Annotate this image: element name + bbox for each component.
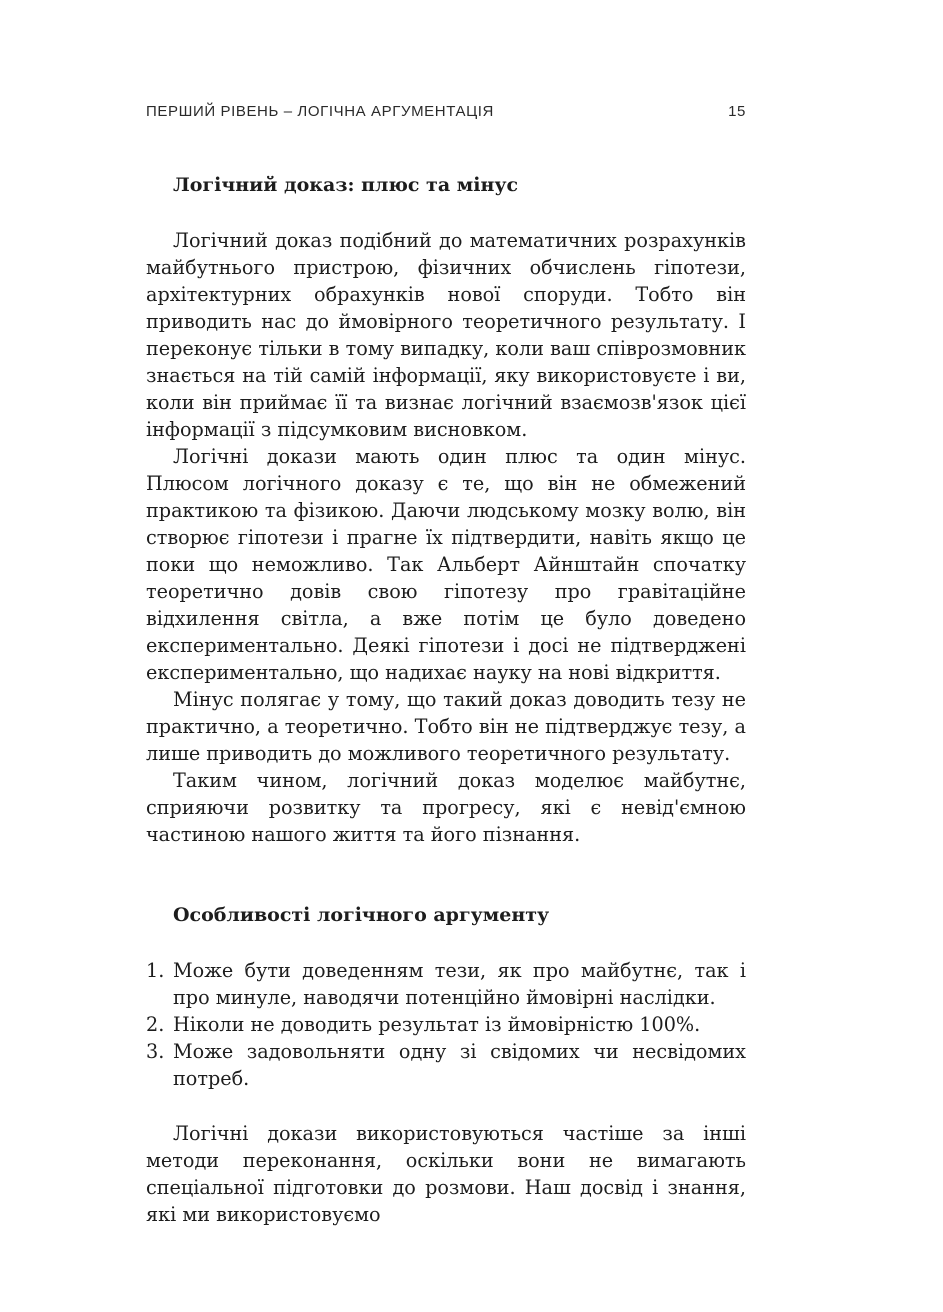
spacer	[146, 929, 746, 957]
running-title: ПЕРШИЙ РІВЕНЬ – ЛОГІЧНА АРГУМЕНТАЦІЯ	[146, 102, 494, 120]
list-item-text: Може задовольняти одну зі свідомих чи несвідомих потреб.	[173, 1040, 746, 1090]
list-item-text: Може бути доведенням тези, як про майбутнє, так і про минуле, наводячи потенційно ймовірні наслідки.	[173, 959, 746, 1009]
spacer	[146, 1092, 746, 1120]
section-heading-argument-features: Особливості логічного аргументу	[173, 904, 550, 926]
page-number: 15	[728, 102, 746, 120]
running-header	[146, 100, 746, 122]
list-item-number: 2.	[146, 1013, 165, 1036]
spacer	[146, 848, 746, 902]
list-item	[146, 1038, 746, 1092]
body-text	[146, 172, 746, 1228]
spacer	[146, 199, 746, 227]
paragraph: Логічний доказ подібний до математичних розрахунків майбутнього пристрою, фізичних обчислень гіпотези, архітектурних обрахунків нової споруди. Тобто він приводить нас до ймовірного теоретичного результату. І переконує тільки в тому випадку, коли ваш співрозмовник знається на тій самій інформації, яку використовуєте і ви, коли він приймає її та визнає логічний взаємозв'язок цієї інформації з підсумковим висновком.	[146, 229, 746, 441]
paragraph: Мінус полягає у тому, що такий доказ доводить тезу не практично, а теоретично. Тобто він не підтверджує тезу, а лише приводить до можливого теоретичного результату.	[146, 688, 746, 765]
features-list	[146, 957, 746, 1092]
paragraph: Логічні докази мають один плюс та один мінус. Плюсом логічного доказу є те, що він не обмежений практикою та фізикою. Даючи людському мозку волю, він створює гіпотези і прагне їх підтвердити, навіть якщо це поки що неможливо. Так Альберт Айнштайн спочатку теоретично довів свою гіпотезу про гравітаційне відхилення світла, а вже потім це було доведено експериментально. Деякі гіпотези і досі не підтверджені експериментально, що надихає науку на нові відкриття.	[146, 445, 746, 684]
section-heading-logical-proof: Логічний доказ: плюс та мінус	[173, 174, 519, 196]
list-item	[146, 1011, 746, 1038]
list-item	[146, 957, 746, 1011]
paragraph: Логічні докази використовуються частіше за інші методи переконання, оскільки вони не вимагають спеціальної підготовки до розмови. Наш досвід і знання, які ми використовуємо	[146, 1122, 746, 1226]
paragraph: Таким чином, логічний доказ моделює майбутнє, сприяючи розвитку та прогресу, які є невід'ємною частиною нашого життя та його пізнання.	[146, 769, 746, 846]
list-item-number: 3.	[146, 1040, 165, 1063]
list-item-text: Ніколи не доводить результат із ймовірністю 100%.	[173, 1013, 701, 1036]
list-item-number: 1.	[146, 959, 165, 982]
